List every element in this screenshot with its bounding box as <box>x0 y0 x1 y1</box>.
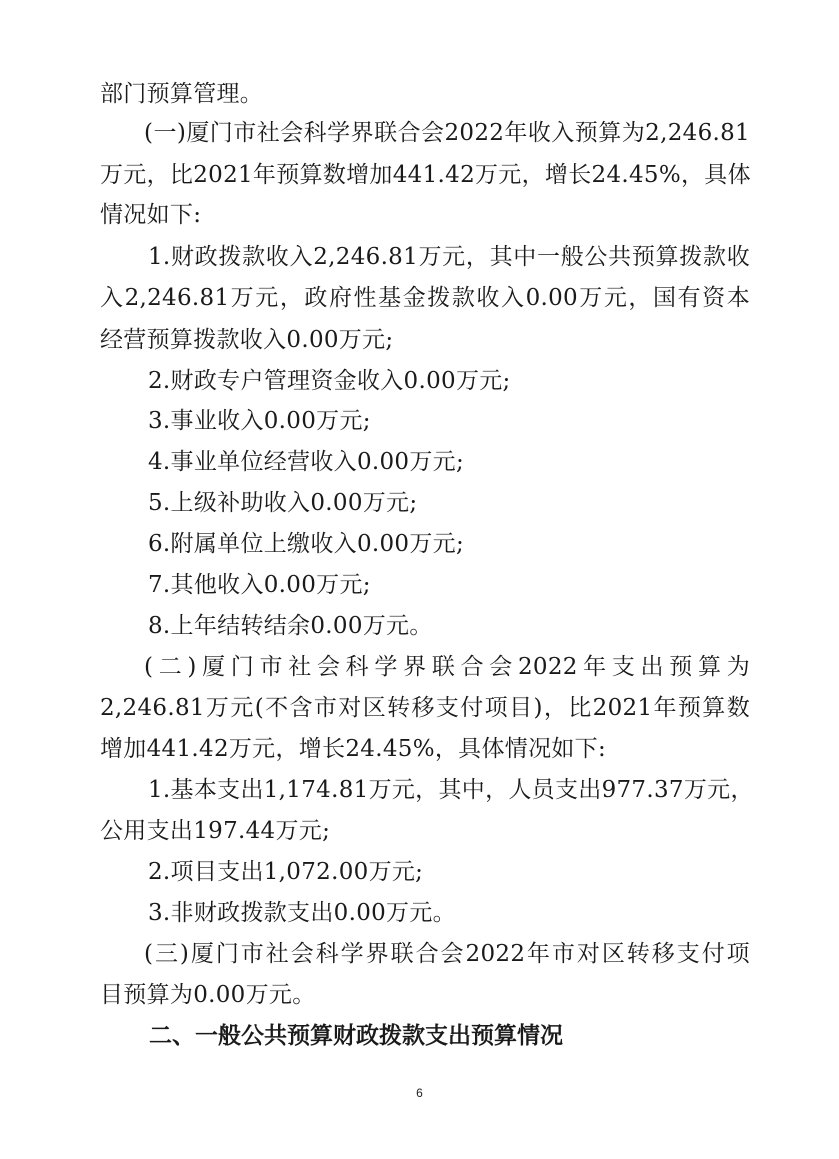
text-line: 万元，比2021年预算数增加441.42万元，增长24.45%，具体 <box>100 162 751 188</box>
text-line: 情况如下: <box>100 202 202 228</box>
text-line: 1.基本支出1,174.81万元，其中，人员支出977.37万元， <box>148 777 754 803</box>
text-line: 6.附属单位上缴收入0.00万元; <box>148 531 465 557</box>
text-line: 2.项目支出1,072.00万元; <box>148 859 424 885</box>
text-line: (一)厦门市社会科学界联合会2022年收入预算为2,246.81 <box>144 120 750 146</box>
text-line: 3.非财政拨款支出0.00万元。 <box>148 900 456 926</box>
text-line: 2.财政专户管理资金收入0.00万元; <box>148 368 511 394</box>
text-line: 公用支出197.44万元; <box>100 818 331 844</box>
text-line: 2,246.81万元(不含市对区转移支付项目)，比2021年预算数 <box>100 695 750 721</box>
text-line: 5.上级补助收入0.00万元; <box>148 490 418 516</box>
section-heading: 二、一般公共预算财政拨款支出预算情况 <box>149 1023 563 1049</box>
text-line: 经营预算拨款收入0.00万元; <box>100 327 394 353</box>
text-line: (二)厦门市社会科学界联合会2022年支出预算为 <box>144 654 750 680</box>
text-line: 部门预算管理。 <box>100 81 264 107</box>
page-number: 6 <box>416 1086 423 1100</box>
text-line: 增加441.42万元，增长24.45%，具体情况如下: <box>100 736 607 762</box>
text-line: 7.其他收入0.00万元; <box>148 572 371 598</box>
text-line: 4.事业单位经营收入0.00万元; <box>148 449 465 475</box>
text-line: 3.事业收入0.00万元; <box>148 408 371 434</box>
text-line: (三)厦门市社会科学界联合会2022年市对区转移支付项 <box>144 941 750 967</box>
text-line: 1.财政拨款收入2,246.81万元，其中一般公共预算拨款收 <box>148 244 750 270</box>
text-line: 入2,246.81万元，政府性基金拨款收入0.00万元，国有资本 <box>100 285 750 311</box>
text-line: 8.上年结转结余0.00万元。 <box>148 613 433 639</box>
text-line: 目预算为0.00万元。 <box>100 982 316 1008</box>
